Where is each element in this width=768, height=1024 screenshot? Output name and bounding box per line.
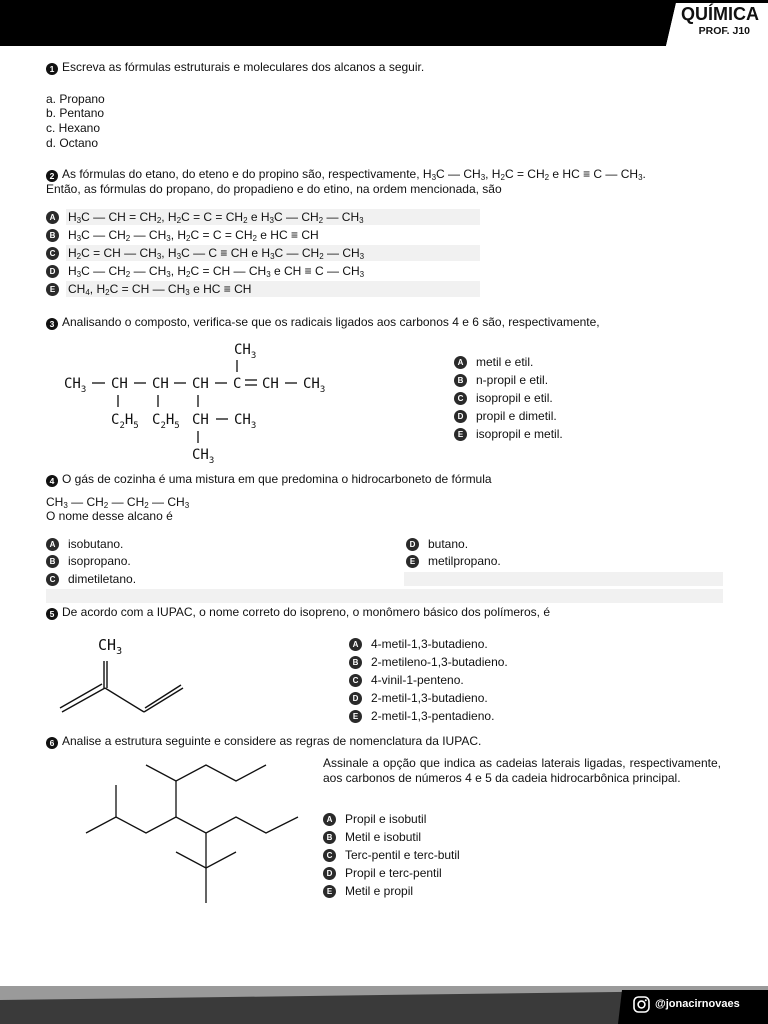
- q6-option-c[interactable]: C Terc-pentil e terc-butil: [323, 847, 460, 864]
- q6-prompt: 6 Analise a estrutura seguinte e considere as regras de nomenclatura da IUPAC.: [46, 734, 481, 749]
- option-b-badge: B: [454, 374, 467, 387]
- svg-text:CH3: $CH_3$: [64, 376, 87, 395]
- q6-option-d[interactable]: D Propil e terc-pentil: [323, 865, 442, 882]
- q2-option-a[interactable]: A $H_3C$ — CH = $CH_2$, $H_2C = C = CH_2$ e $H_3C$ — $CH_2$ — $CH_3$: [46, 209, 364, 226]
- option-a-badge: A: [46, 538, 59, 551]
- q3-option-a[interactable]: A metil e etil.: [454, 354, 533, 371]
- option-c-badge: C: [46, 573, 59, 586]
- option-c-badge: C: [454, 392, 467, 405]
- option-c-badge: C: [46, 247, 59, 260]
- q4-option-c[interactable]: C dimetiletano.: [46, 571, 136, 588]
- option-e-badge: E: [46, 283, 59, 296]
- q3-option-e[interactable]: E isopropil e metil.: [454, 426, 563, 443]
- q5-prompt: 5 De acordo com a IUPAC, o nome correto do isopreno, o monômero básico dos polímeros, é: [46, 605, 550, 620]
- q6-option-b[interactable]: B Metil e isobutil: [323, 829, 421, 846]
- q2-option-d[interactable]: D $H_3C$ — $CH_2$ — $CH_3$, $H_2C$ = CH — $CH_3$ e CH ≡ C — $CH_3$: [46, 263, 364, 280]
- q1-item: b. Pentano: [46, 106, 105, 120]
- svg-text:CH: CH: [192, 412, 209, 428]
- option-shade: [46, 589, 723, 603]
- q1-item: a. Propano: [46, 92, 105, 106]
- q6-option-e[interactable]: E Metil e propil: [323, 883, 413, 900]
- q2-prompt-line2: Então, as fórmulas do propano, do propadieno e do etino, na ordem mencionada, são: [46, 182, 502, 196]
- svg-text:CH: CH: [111, 376, 128, 392]
- q2-option-c[interactable]: C $H_2C$ = CH — $CH_3$, $H_3C$ — C ≡ CH e $H_3C$ — $CH_2$ — $CH_3$: [46, 245, 364, 262]
- q1-item: d. Octano: [46, 136, 99, 150]
- q5-number: 5: [46, 608, 58, 620]
- q3-option-b[interactable]: B n-propil e etil.: [454, 372, 548, 389]
- option-b-badge: B: [323, 831, 336, 844]
- option-b-badge: B: [46, 229, 59, 242]
- option-c-badge: C: [349, 674, 362, 687]
- q5-option-d[interactable]: D 2-metil-1,3-butadieno.: [349, 690, 488, 707]
- option-d-badge: D: [349, 692, 362, 705]
- option-b-badge: B: [46, 555, 59, 568]
- q1-item: c. Hexano: [46, 121, 101, 135]
- q3-bottom-group: $CH_3$: [192, 447, 215, 466]
- q2-prompt: 2 As fórmulas do etano, do eteno e do propino são, respectivamente, $H_3C$ — $CH_3$, $H_2C = CH_2$ e HC ≡ C — $CH_3$.: [46, 167, 646, 182]
- q3-structure-diagram: [60, 338, 350, 468]
- q4-option-d[interactable]: D butano.: [406, 536, 468, 553]
- q5-option-a[interactable]: A 4-metil-1,3-butadieno.: [349, 636, 488, 653]
- q6-option-a[interactable]: A Propil e isobutil: [323, 811, 426, 828]
- option-e-badge: E: [454, 428, 467, 441]
- q5-ch3-label: $CH_3$: [98, 636, 123, 657]
- q3-number: 3: [46, 318, 58, 330]
- q3-sub-ethyl: $C_2H_5$: [111, 412, 139, 431]
- subject-title: QUÍMICA: [681, 4, 759, 24]
- instagram-icon: [633, 996, 650, 1013]
- q2-number: 2: [46, 170, 58, 182]
- option-a-badge: A: [349, 638, 362, 651]
- q4-option-e[interactable]: E metilpropano.: [406, 553, 501, 570]
- q2-option-e[interactable]: E $CH_4$, $H_2C$ = CH — $CH_3$ e HC ≡ CH: [46, 281, 251, 298]
- q2-option-b[interactable]: B $H_3C$ — $CH_2$ — $CH_3$, $H_2C = C = CH_2$ e HC ≡ CH: [46, 227, 319, 244]
- svg-text:CH3: $CH_3$: [303, 376, 326, 395]
- option-a-badge: A: [46, 211, 59, 224]
- q5-option-c[interactable]: C 4-vinil-1-penteno.: [349, 672, 464, 689]
- q5-option-e[interactable]: E 2-metil-1,3-pentadieno.: [349, 708, 494, 725]
- svg-text:CH: CH: [152, 376, 169, 392]
- q4-question: O nome desse alcano é: [46, 509, 173, 523]
- q3-option-c[interactable]: C isopropil e etil.: [454, 390, 553, 407]
- q4-option-b[interactable]: B isopropano.: [46, 553, 131, 570]
- option-d-badge: D: [323, 867, 336, 880]
- option-c-badge: C: [323, 849, 336, 862]
- svg-text:CH3: $CH_3$: [234, 412, 257, 431]
- handle-text: @jonacirnovaes: [655, 998, 740, 1011]
- q4-option-a[interactable]: A isobutano.: [46, 536, 123, 553]
- q4-number: 4: [46, 475, 58, 487]
- q3-prompt: 3 Analisando o composto, verifica-se que os radicais ligados aos carbonos 4 e 6 são, respectivamente,: [46, 315, 600, 330]
- option-shade: [404, 572, 723, 586]
- q4-prompt: 4 O gás de cozinha é uma mistura em que predomina o hidrocarboneto de fórmula: [46, 472, 492, 487]
- option-b-badge: B: [349, 656, 362, 669]
- q1-prompt: 1 Escreva as fórmulas estruturais e moleculares dos alcanos a seguir.: [46, 60, 424, 75]
- option-d-badge: D: [406, 538, 419, 551]
- q3-sub-ethyl: $C_2H_5$: [152, 412, 180, 431]
- svg-text:C: C: [233, 376, 242, 392]
- option-e-badge: E: [406, 555, 419, 568]
- q5-option-b[interactable]: B 2-metileno-1,3-butadieno.: [349, 654, 508, 671]
- instagram-handle[interactable]: [633, 996, 740, 1013]
- q6-number: 6: [46, 737, 58, 749]
- q1-number: 1: [46, 63, 58, 75]
- svg-text:CH: CH: [262, 376, 279, 392]
- q6-question: Assinale a opção que indica as cadeias laterais ligadas, respectivamente, aos carbonos de números 4 e 5 da cadeia hidrocarbônica principal.: [323, 756, 721, 785]
- q3-top-group: $CH_3$: [234, 342, 257, 361]
- option-d-badge: D: [454, 410, 467, 423]
- option-e-badge: E: [349, 710, 362, 723]
- q3-option-d[interactable]: D propil e dimetil.: [454, 408, 557, 425]
- teacher-label: PROF. J10: [698, 25, 750, 37]
- option-a-badge: A: [454, 356, 467, 369]
- svg-text:CH: CH: [192, 376, 209, 392]
- q6-skeletal-structure: [80, 755, 305, 905]
- option-a-badge: A: [323, 813, 336, 826]
- option-d-badge: D: [46, 265, 59, 278]
- option-e-badge: E: [323, 885, 336, 898]
- header-band: [0, 0, 768, 46]
- q4-formula: $CH_3$ — $CH_2$ — $CH_2$ — $CH_3$: [46, 495, 190, 510]
- q5-isoprene-structure: [56, 628, 196, 720]
